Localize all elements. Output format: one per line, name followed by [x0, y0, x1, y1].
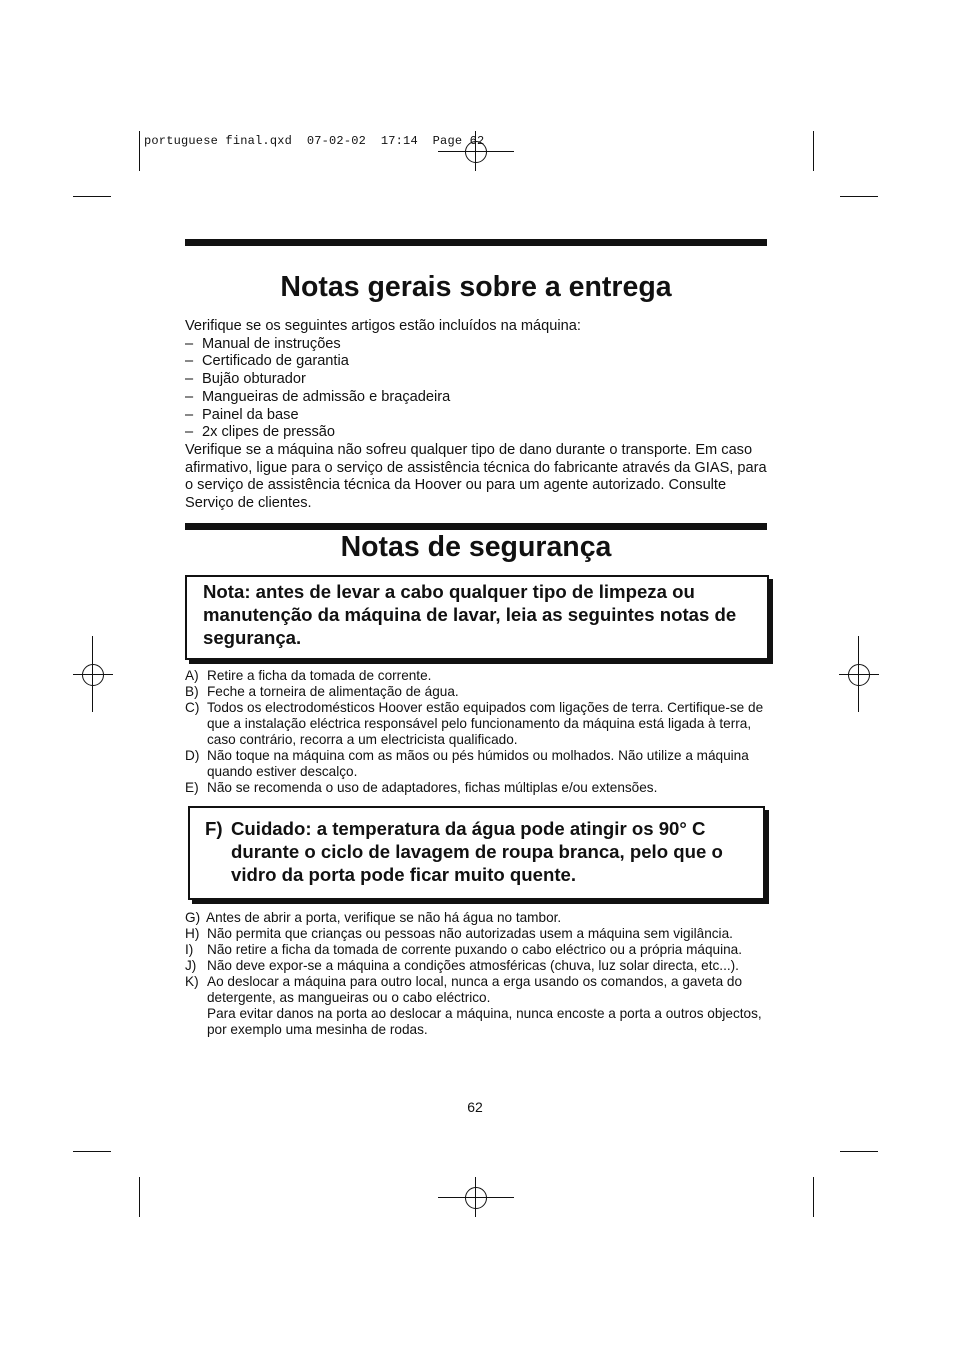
safety-list-b: [185, 910, 775, 1038]
section-rule: [185, 523, 767, 530]
list-item: – Certificado de garantia: [185, 353, 349, 370]
list-item: E) Não se recomenda o uso de adaptadores, fichas múltiplas e/ou extensões.: [185, 780, 658, 795]
page-number: 62: [467, 1099, 483, 1115]
temperature-warning-box: [188, 806, 765, 900]
list-item: A) Retire a ficha da tomada de corrente.: [185, 668, 432, 683]
section-rule: [185, 239, 767, 246]
list-item: H) Não permita que crianças ou pessoas não autorizadas usem a máquina sem vigilância.: [185, 926, 733, 941]
list-item: – Mangueiras de admissão e braçadeira: [185, 388, 451, 405]
list-item: – 2x clipes de pressão: [185, 424, 336, 441]
list-item: D) Não toque na máquina com as mãos ou pés húmidos ou molhados. Não utilize a máquina quando estiver descalço.: [185, 748, 749, 779]
list-item: B) Feche a torneira de alimentação de água.: [185, 684, 459, 699]
list-item: I) Não retire a ficha da tomada de corrente puxando o cabo eléctrico ou a própria máquina.: [185, 942, 743, 957]
list-item: – Manual de instruções: [185, 335, 341, 352]
delivery-intro: Verifique se os seguintes artigos estão incluídos na máquina:: [185, 318, 581, 334]
safety-list-a: [185, 668, 775, 796]
list-item: – Bujão obturador: [185, 371, 306, 388]
safety-note-box: Nota: antes de levar a cabo qualquer tipo de limpeza ou manutenção da máquina de lavar, leia as seguintes notas de segurança.: [185, 575, 769, 660]
list-item: – Painel da base: [185, 406, 299, 423]
list-item: G) Antes de abrir a porta, verifique se não há água no tambor.: [185, 910, 562, 925]
list-item: J) Não deve expor-se a máquina a condições atmosféricas (chuva, luz solar directa, etc...).: [185, 958, 739, 973]
print-slug: portuguese final.qxd 07-02-02 17:14 Page 62: [144, 134, 485, 148]
list-item: C) Todos os electrodomésticos Hoover estão equipados com ligações de terra. Certifique-se de que a instalação eléctrica responsável pelo funcionamento da máquina está ligada à terra, caso contrário, recorra a um electricista qualificado.: [185, 700, 764, 747]
section-title-safety: Notas de segurança: [340, 531, 612, 563]
warning-label: F): [205, 818, 223, 839]
delivery-body: [185, 318, 775, 513]
delivery-closing: Verifique se a máquina não sofreu qualquer tipo de dano durante o transporte. Em caso afirmativo, ligue para o serviço de assistência técnica do fabricante através da GIAS, para o serviço de assistência técnica da Hoover ou para um agente autorizado. Consulte Serviço de clientes.: [185, 441, 767, 512]
list-item: K) Ao deslocar a máquina para outro local, nunca a erga usando os comandos, a gaveta do detergente, as mangueiras ou o cabo eléctrico.: [185, 974, 743, 1005]
list-item-continuation: Para evitar danos na porta ao deslocar a máquina, nunca encoste a porta a outros objectos, por exemplo uma mesinha de rodas.: [207, 1006, 762, 1037]
warning-text: Cuidado: a temperatura da água pode atingir os 90° C durante o ciclo de lavagem de roupa branca, pelo que o vidro da porta pode ficar muito quente.: [231, 818, 723, 885]
section-title-delivery: Notas gerais sobre a entrega: [280, 271, 672, 303]
